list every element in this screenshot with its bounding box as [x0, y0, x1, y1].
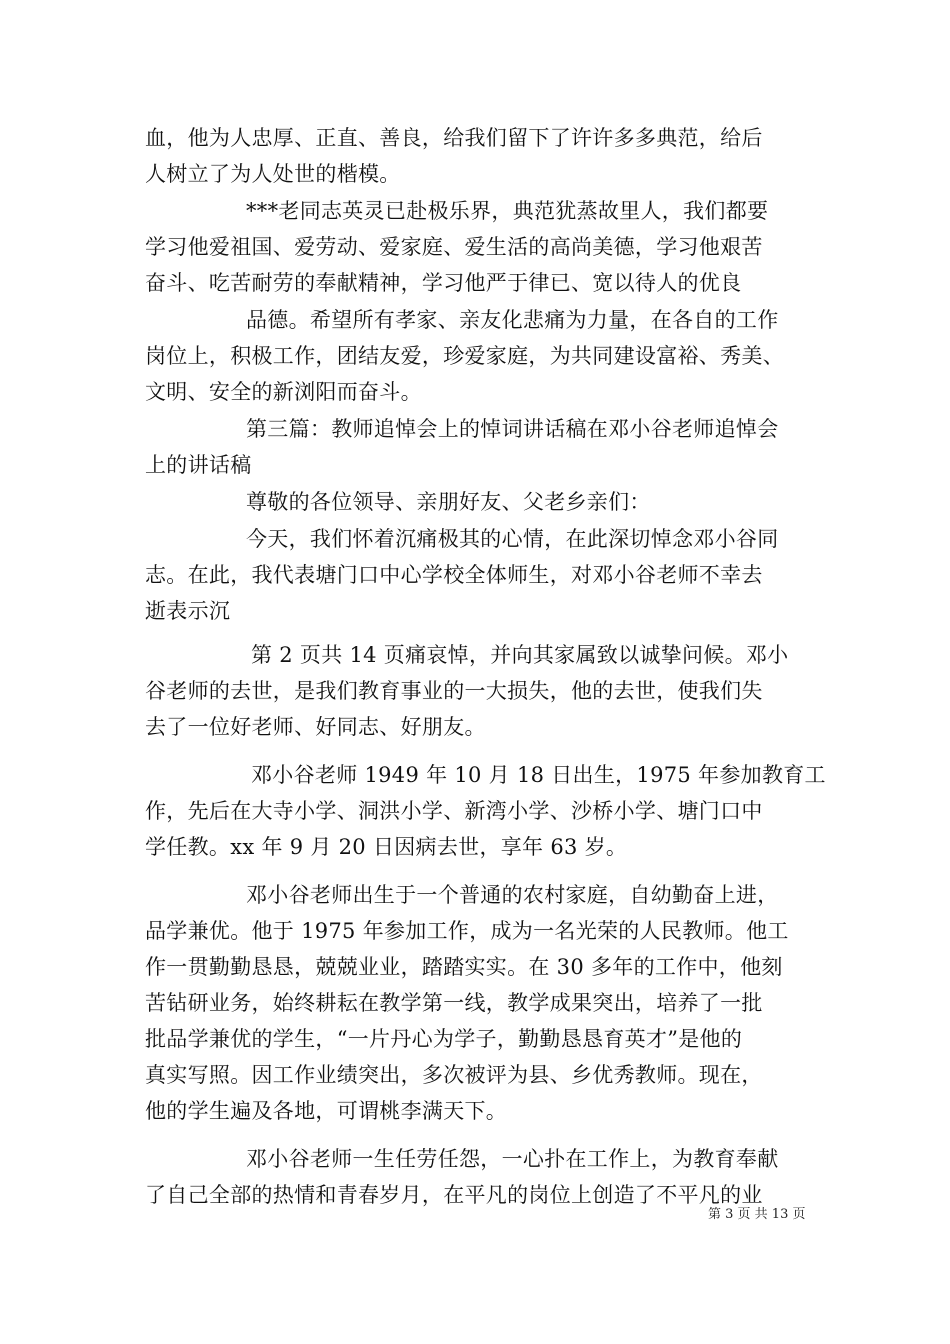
text-line: 品德。希望所有孝家、亲友化悲痛为力量，在各自的工作 [246, 308, 779, 332]
text-line: 今天，我们怀着沉痛极其的心情，在此深切悼念邓小谷同 [246, 527, 779, 551]
text-line: 苦钻研业务，始终耕耘在教学第一线，教学成果突出，培养了一批 [145, 991, 763, 1015]
text-line: 志。在此，我代表塘门口中心学校全体师生，对邓小谷老师不幸去 [145, 563, 763, 587]
text-line: 逝表示沉 [145, 599, 231, 623]
text-line: 了自己全部的热情和青春岁月，在平凡的岗位上创造了不平凡的业 [145, 1183, 763, 1207]
text-line: 人树立了为人处世的楷模。 [145, 162, 401, 186]
section-heading-continued: 上的讲话稿 [145, 453, 252, 477]
text-line: 学任教。xx 年 9 月 20 日因病去世，享年 63 岁。 [145, 835, 628, 859]
text-line: 作一贯勤勤恳恳，兢兢业业，踏踏实实。在 30 多年的工作中，他刻 [145, 955, 783, 979]
document-body [145, 120, 835, 1213]
text-line: 文明、安全的新浏阳而奋斗。 [145, 380, 422, 404]
text-line: 奋斗、吃苦耐劳的奉献精神，学习他严于律已、宽以待人的优良 [145, 271, 742, 295]
text-line: 真实写照。因工作业绩突出，多次被评为县、乡优秀教师。现在， [145, 1063, 763, 1087]
page-number-footer: 第 3 页 共 13 页 [708, 1207, 806, 1222]
section-heading: 第三篇：教师追悼会上的悼词讲话稿在邓小谷老师追悼会 [246, 417, 779, 441]
text-line: 品学兼优。他于 1975 年参加工作，成为一名光荣的人民教师。他工 [145, 919, 789, 943]
text-line: 去了一位好老师、好同志、好朋友。 [145, 715, 486, 739]
text-line: 血，他为人忠厚、正直、善良，给我们留下了许许多多典范，给后 [145, 126, 763, 150]
text-line: 第 2 页共 14 页痛哀悼，并向其家属致以诚挚问候。邓小 [251, 643, 789, 667]
text-line: 他的学生遍及各地，可谓桃李满天下。 [145, 1099, 508, 1123]
text-line: 岗位上，积极工作，团结友爱，珍爱家庭，为共同建设富裕、秀美、 [145, 344, 784, 368]
text-line: 邓小谷老师一生任劳任怨，一心扑在工作上，为教育奉献 [246, 1147, 779, 1171]
text-line: 邓小谷老师 1949 年 10 月 18 日出生，1975 年参加教育工 [251, 763, 826, 787]
salutation: 尊敬的各位领导、亲朋好友、父老乡亲们： [246, 490, 651, 514]
text-line: 学习他爱祖国、爱劳动、爱家庭、爱生活的高尚美德，学习他艰苦 [145, 235, 763, 259]
text-line: 邓小谷老师出生于一个普通的农村家庭，自幼勤奋上进， [246, 883, 779, 907]
text-line: 批品学兼优的学生，“一片丹心为学子，勤勤恳恳育英才”是他的 [145, 1027, 743, 1051]
text-line: 谷老师的去世，是我们教育事业的一大损失，他的去世，使我们失 [145, 679, 763, 703]
text-line: ***老同志英灵已赴极乐界，典范犹蒸故里人，我们都要 [246, 199, 769, 223]
text-line: 作，先后在大寺小学、洞洪小学、新湾小学、沙桥小学、塘门口中 [145, 799, 763, 823]
